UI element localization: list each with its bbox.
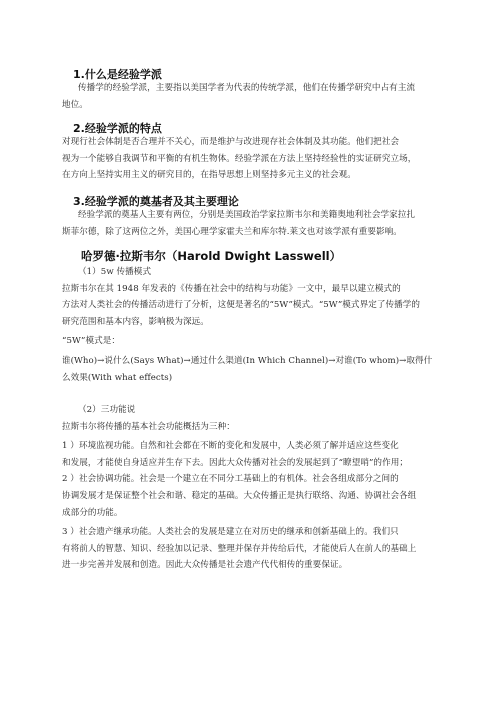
text-line: 斯菲尔德，除了这两位之外，美国心理学家霍夫兰和库尔特.莱文也对该学派有重要影响。	[62, 226, 402, 237]
text-line: 地位。	[62, 99, 88, 110]
person-heading: 哈罗德·拉斯韦尔（Harold Dwight Lasswell）	[81, 249, 342, 263]
text-line: 拉斯韦尔将传播的基本社会功能概括为三种：	[62, 421, 235, 432]
text-line: 协调发展才是保证整个社会和谐、稳定的基础。大众传播正是执行联络、沟通、协调社会各组	[62, 490, 417, 501]
section-body-2	[62, 134, 452, 184]
formula-line: 谁(Who)→说什么(Says What)→通过什么渠道(In Which Channel)→对谁(To whom)→取得什	[62, 355, 433, 366]
function-item-2: 2 ）社会协调功能。社会是一个建立在不同分工基础上的有机体。社会各组成部分之间的	[62, 474, 399, 485]
text-line: 有将前人的智慧、知识、经验加以记录、整理并保存并传给后代，才能使后人在前人的基础上	[62, 543, 417, 554]
text-line: 视为一个能够自我调节和平衡的有机生物体。经验学派在方法上坚持经验性的实证研究立场，	[62, 153, 417, 164]
text-line: “5W”模式是：	[62, 336, 121, 347]
text-line: 研究范围和基本内容，影响极为深远。	[62, 316, 209, 327]
text-line: 和发展，才能使自身适应并生存下去。因此大众传播对社会的发展起到了“瞭望哨”的作用；	[62, 457, 408, 468]
subsection-5w-model	[62, 264, 452, 386]
text-line: 拉斯韦尔在其 1948 年发表的《传播在社会中的结构与功能》一文中，最早以建立模式的	[62, 283, 401, 294]
text-line: 对现行社会体制是否合理并不关心，而是维护与改进现存社会体制及其功能。他们把社会	[62, 137, 400, 147]
text-line: 进一步完善并发展和创造。因此大众传播是社会遗产代代相传的重要保证。	[62, 560, 348, 571]
section-body-3	[62, 207, 452, 240]
formula-line: 么效果(With what effects)	[62, 372, 173, 383]
text-line: 传播学的经验学派，主要指以美国学者为代表的传统学派，他们在传播学研究中占有主流	[78, 83, 416, 93]
section-heading-3: 3.经验学派的奠基者及其主要理论	[73, 195, 239, 208]
text-line: 经验学派的奠基人主要有两位，分别是美国政治学家拉斯韦尔和美籍奥地利社会学家拉扎	[78, 210, 416, 220]
subsection-label: （1）5w 传播模式	[78, 267, 152, 277]
text-line: 在方向上坚持实用主义的研究目的，在指导思想上则坚持多元主义的社会观。	[62, 170, 356, 181]
function-item-1: 1 ）环境监视功能。自然和社会都在不断的变化和发展中，人类必须了解并适应这些变化	[62, 441, 399, 452]
section-heading-2: 2.经验学派的特点	[73, 122, 162, 135]
function-item-3: 3 ）社会遗产继承功能。人类社会的发展是建立在对历史的继承和创新基础上的。我们只	[62, 527, 399, 538]
section-heading-1: 1.什么是经验学派	[73, 68, 162, 81]
subsection-label: （2）三功能说	[78, 405, 136, 415]
text-line: 方法对人类社会的传播活动进行了分析，这便是著名的“5W”模式。“5W”模式界定了传播学的	[62, 300, 421, 311]
text-line: 成部分的功能。	[62, 507, 123, 518]
subsection-three-functions	[62, 402, 452, 574]
section-body-1	[62, 80, 452, 113]
